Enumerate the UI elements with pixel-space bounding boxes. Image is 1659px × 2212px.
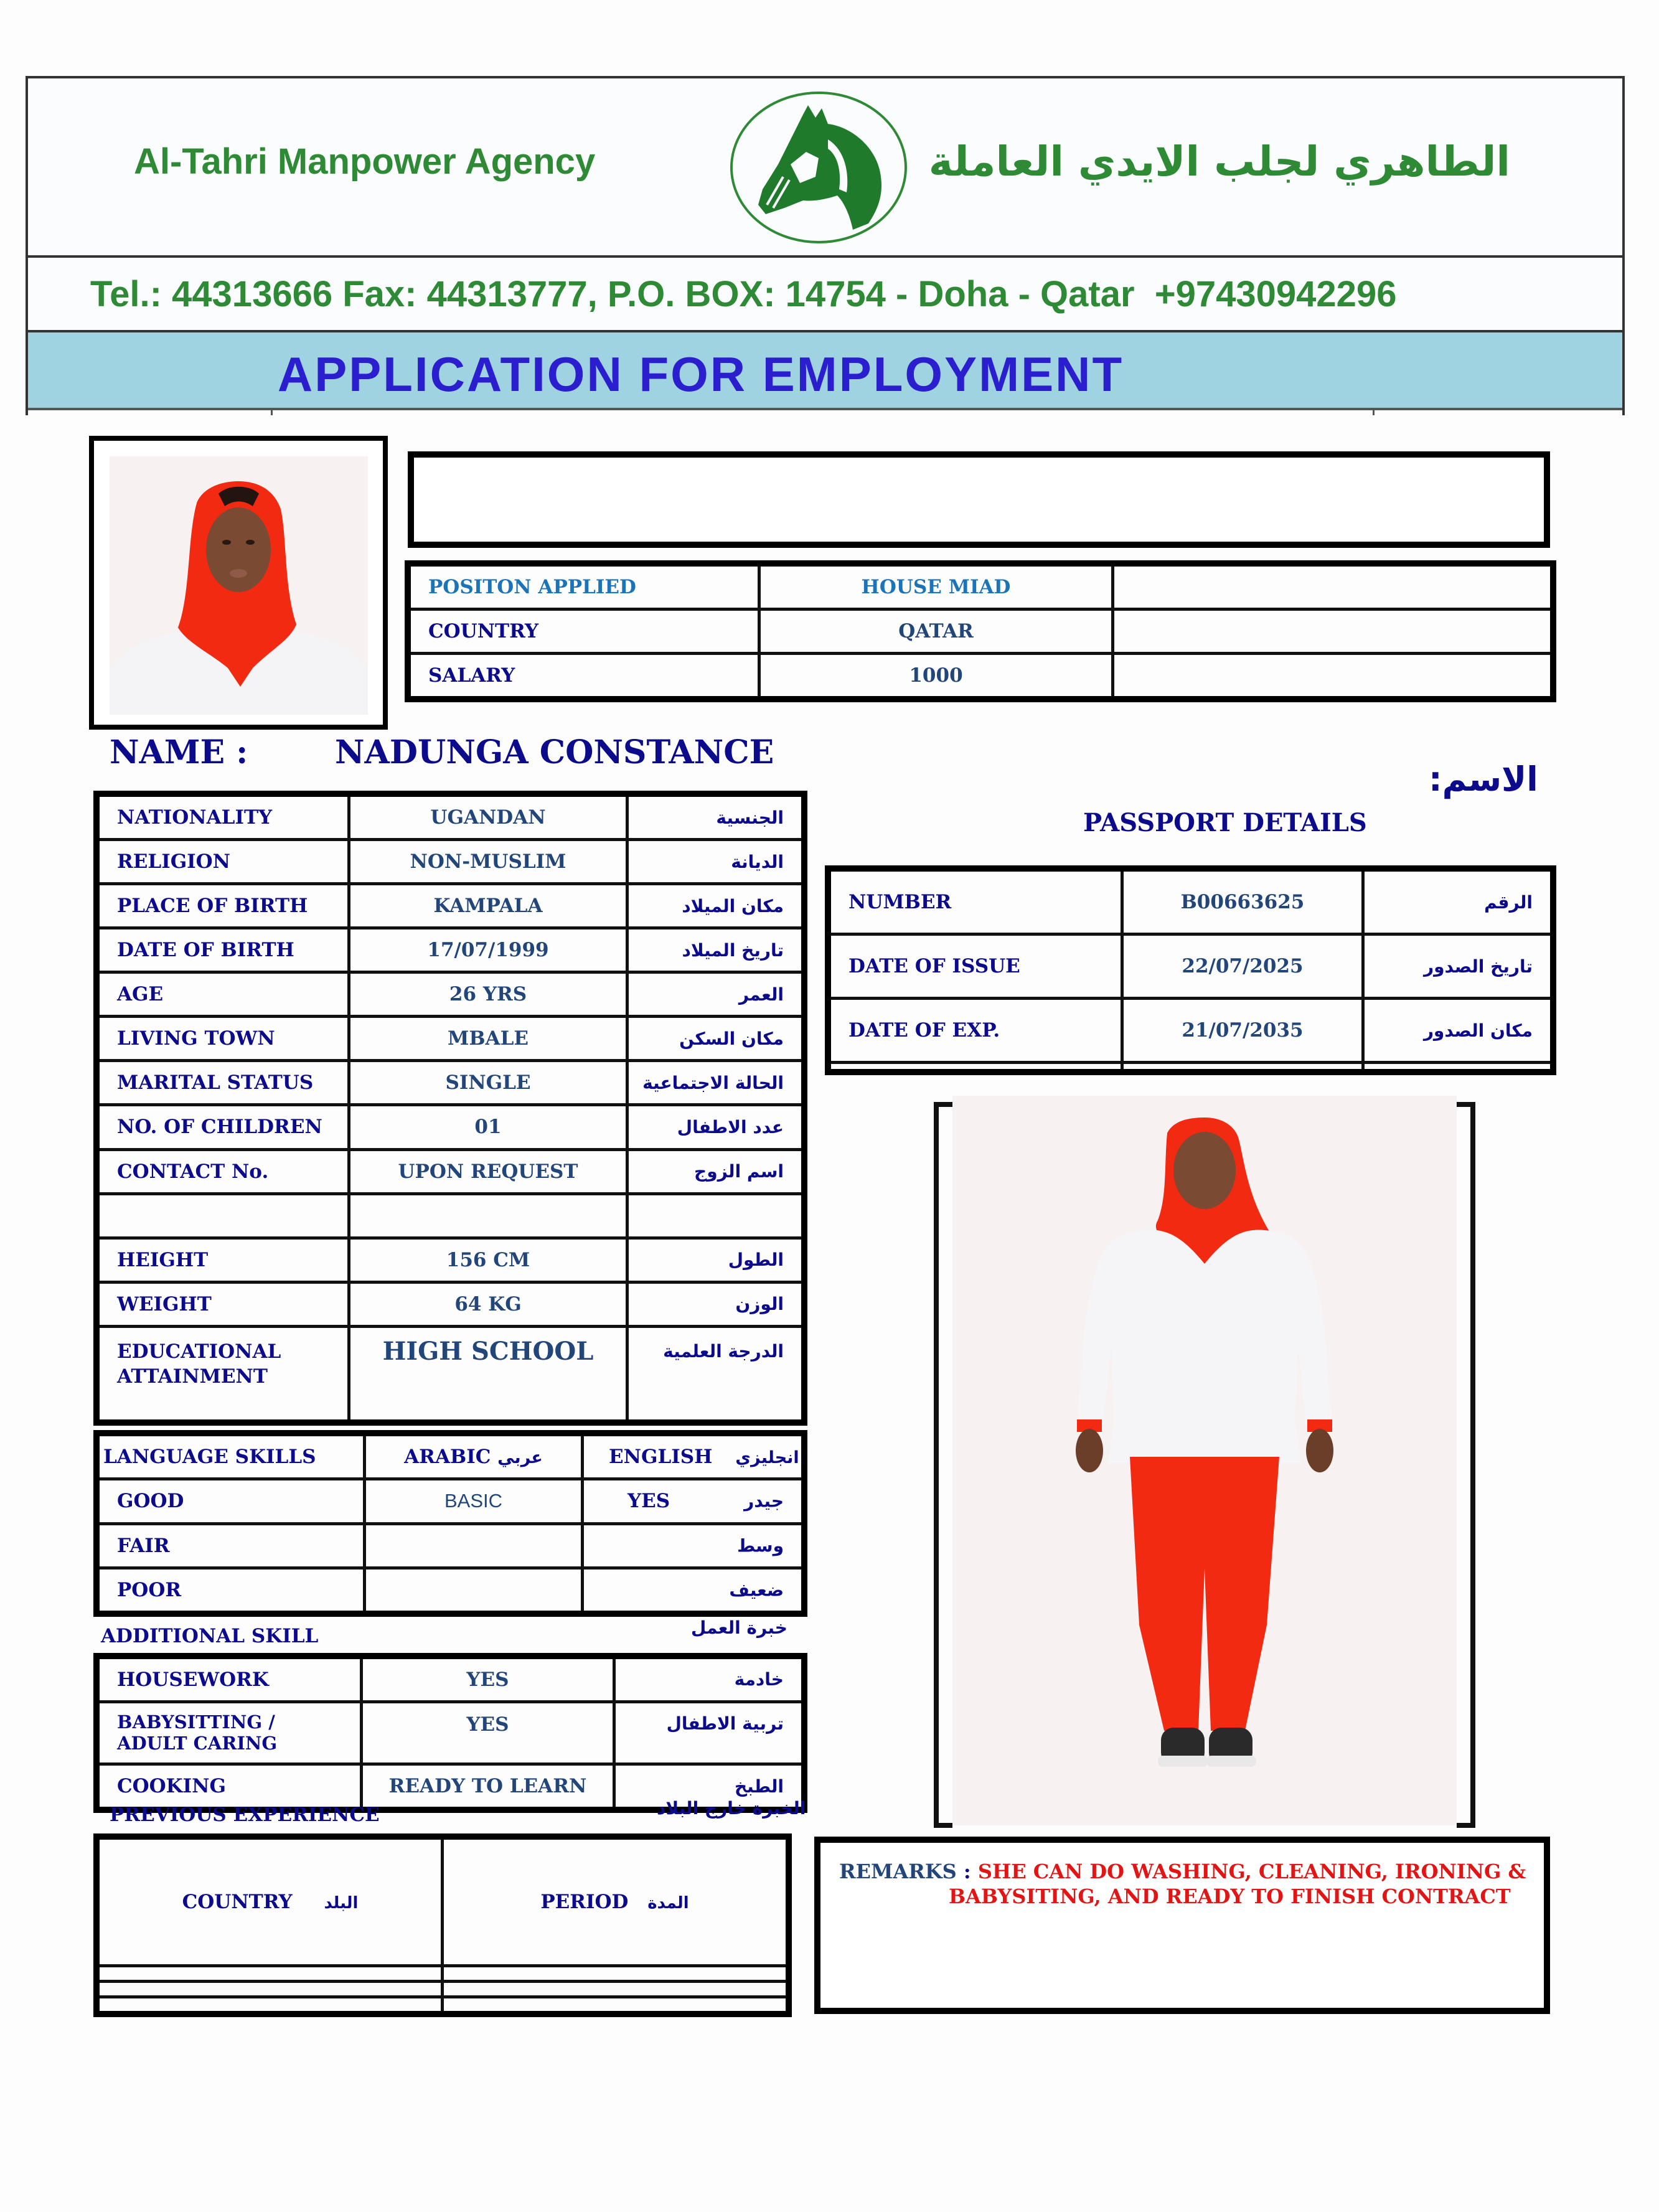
portrait-photo [110, 456, 368, 715]
table-row [98, 1479, 803, 1523]
portrait-photo-frame [89, 436, 388, 730]
passport-field-label-ar [1363, 1063, 1552, 1071]
personal-field-label: LIVING TOWN [98, 1017, 349, 1061]
table-row [830, 999, 1552, 1063]
table-row [830, 934, 1552, 999]
full-body-photo [952, 1096, 1457, 1825]
personal-field-label: CONTACT No. [98, 1149, 349, 1193]
passport-field-label: NUMBER [830, 870, 1122, 934]
personal-field-label-ar: تاريخ الميلاد [627, 928, 803, 972]
full-body-photo-frame [934, 1102, 1475, 1825]
skill-label-ar: الطبخ [614, 1764, 803, 1809]
passport-field-label: DATE OF ISSUE [830, 934, 1122, 999]
personal-field-label: EDUCATIONAL ATTAINMENT [98, 1326, 349, 1421]
applicant-name: NADUNGA CONSTANCE [335, 733, 774, 771]
table-row [98, 1105, 803, 1149]
right-bracket [1457, 1102, 1475, 1828]
table-row [98, 972, 803, 1017]
salary-label: SALARY [410, 654, 759, 698]
name-label-ar: الاسم: [1429, 760, 1538, 799]
personal-field-label: NO. OF CHILDREN [98, 1105, 349, 1149]
experience-country-cell [98, 1966, 443, 1982]
personal-field-label-ar: مكان السكن [627, 1017, 803, 1061]
english-level-cell [583, 1568, 803, 1612]
personal-field-label-ar: مكان الميلاد [627, 884, 803, 928]
personal-field-value: MBALE [349, 1017, 627, 1061]
personal-field-label: WEIGHT [98, 1282, 349, 1326]
blank-info-box [408, 451, 1550, 548]
table-row [98, 1658, 803, 1702]
remarks-line-2 [839, 1884, 1526, 1909]
personal-field-value: 64 KG [349, 1282, 627, 1326]
table-header-row [98, 1838, 787, 1966]
additional-skill-label: ADDITIONAL SKILL [101, 1625, 319, 1647]
table-row [98, 1982, 787, 1997]
personal-field-value: HIGH SCHOOL [349, 1326, 627, 1421]
divider [271, 408, 273, 415]
period-header-en: PERIOD [540, 1891, 629, 1913]
personal-field-label: AGE [98, 972, 349, 1017]
period-header-ar: المدة [647, 1894, 689, 1913]
remarks-box [814, 1837, 1550, 2014]
remarks-text-line-2: BABYSITING, AND READY TO FINISH CONTRACT [949, 1885, 1511, 1908]
letterhead-top [28, 78, 1622, 258]
passport-table [828, 868, 1553, 1072]
personal-details-table [96, 794, 804, 1423]
personal-field-label: PLACE OF BIRTH [98, 884, 349, 928]
personal-field-label-ar: العمر [627, 972, 803, 1017]
table-row [98, 1326, 803, 1421]
passport-field-value: 21/07/2035 [1122, 999, 1363, 1063]
table-row [98, 1701, 803, 1764]
table-row [98, 1149, 803, 1193]
personal-field-value: KAMPALA [349, 884, 627, 928]
salary-value: 1000 [759, 654, 1113, 698]
country-column-header [98, 1838, 443, 1966]
personal-field-label-ar: الطول [627, 1238, 803, 1282]
personal-field-label-ar: عدد الاطفال [627, 1105, 803, 1149]
english-column-header [583, 1435, 803, 1479]
passport-field-label-ar: تاريخ الصدور [1363, 934, 1552, 999]
page-title: APPLICATION FOR EMPLOYMENT [277, 347, 1124, 402]
position-table [408, 563, 1553, 699]
name-label: NAME : [110, 733, 248, 771]
divider [1373, 408, 1375, 415]
personal-field-label: MARITAL STATUS [98, 1061, 349, 1105]
letterhead [26, 76, 1625, 408]
skill-value: YES [362, 1658, 614, 1702]
experience-country-cell [98, 1997, 443, 2013]
english-header-en: ENGLISH [609, 1446, 713, 1469]
language-level-label: FAIR [98, 1523, 365, 1568]
country-label: COUNTRY [410, 609, 759, 654]
country-header-ar: البلد [324, 1894, 359, 1913]
personal-field-value: 156 CM [349, 1238, 627, 1282]
period-column-header [443, 1838, 787, 1966]
table-row [98, 884, 803, 928]
remarks-separator: : [963, 1860, 971, 1883]
language-level-label-ar: جيدر [744, 1490, 784, 1512]
personal-field-label-ar [627, 1193, 803, 1238]
position-applied-value: HOUSE MIAD [759, 565, 1113, 609]
arabic-column-header [365, 1435, 583, 1479]
salary-extra-cell [1113, 654, 1552, 698]
passport-details-title: PASSPORT DETAILS [1083, 808, 1367, 837]
table-row [98, 840, 803, 884]
language-skills-table [96, 1433, 804, 1614]
previous-experience-label: PREVIOUS EXPERIENCE [110, 1804, 380, 1826]
skill-label: BABYSITTING / ADULT CARING [98, 1701, 362, 1764]
arabic-header-en: ARABIC [404, 1446, 491, 1469]
passport-field-value [1122, 1063, 1363, 1071]
remarks-text-line-1: SHE CAN DO WASHING, CLEANING, IRONING & [977, 1860, 1526, 1883]
additional-skills-table [96, 1656, 804, 1810]
english-level-value: YES [627, 1490, 670, 1513]
table-row [410, 565, 1552, 609]
country-extra-cell [1113, 609, 1552, 654]
arabic-level-value [365, 1568, 583, 1612]
personal-field-value: 26 YRS [349, 972, 627, 1017]
table-row [410, 654, 1552, 698]
table-row [98, 1238, 803, 1282]
horse-head-logo-icon [728, 90, 909, 245]
remarks-line-1 [839, 1859, 1526, 1884]
previous-experience-table [96, 1837, 789, 2014]
arabic-level-value: BASIC [365, 1479, 583, 1523]
table-header-row [98, 1435, 803, 1479]
english-header-ar: انجليزي [735, 1448, 799, 1468]
personal-field-label [98, 1193, 349, 1238]
person-full-body-icon [952, 1096, 1457, 1825]
experience-period-cell [443, 1966, 787, 1982]
table-row [830, 1063, 1552, 1071]
experience-period-cell [443, 1982, 787, 1997]
skill-label-ar: خادمة [614, 1658, 803, 1702]
table-row [98, 1966, 787, 1982]
contact-line: Tel.: 44313666 Fax: 44313777, P.O. BOX: 14754 - Doha - Qatar +97430942296 [90, 274, 1397, 314]
table-row [98, 1193, 803, 1238]
personal-field-label-ar: اسم الزوج [627, 1149, 803, 1193]
personal-field-label-ar: الجنسية [627, 796, 803, 840]
arabic-header-ar: عربي [497, 1448, 543, 1468]
personal-field-label-ar: الوزن [627, 1282, 803, 1326]
title-bar [28, 332, 1622, 410]
table-row [830, 870, 1552, 934]
experience-period-cell [443, 1997, 787, 2013]
table-row [98, 1061, 803, 1105]
skill-value: READY TO LEARN [362, 1764, 614, 1809]
additional-skill-label-ar: خبرة العمل [691, 1617, 787, 1638]
agency-name-ar: الطاهري لجلب الايدي العاملة [928, 138, 1510, 186]
agency-name-en: Al-Tahri Manpower Agency [134, 141, 596, 182]
table-row [98, 928, 803, 972]
personal-field-value: SINGLE [349, 1061, 627, 1105]
table-row [98, 1523, 803, 1568]
table-row [98, 1282, 803, 1326]
person-portrait-icon [110, 456, 368, 715]
country-header-en: COUNTRY [182, 1891, 293, 1913]
table-row [410, 609, 1552, 654]
language-skills-header: LANGUAGE SKILLS [98, 1435, 365, 1479]
passport-field-label-ar: الرقم [1363, 870, 1552, 934]
passport-field-label [830, 1063, 1122, 1071]
skill-label: HOUSEWORK [98, 1658, 362, 1702]
skill-label-ar: تربية الاطفال [614, 1701, 803, 1764]
experience-country-cell [98, 1982, 443, 1997]
personal-field-value: UPON REQUEST [349, 1149, 627, 1193]
skill-value: YES [362, 1701, 614, 1764]
personal-field-label: DATE OF BIRTH [98, 928, 349, 972]
personal-field-label-ar: الدرجة العلمية [627, 1326, 803, 1421]
country-value: QATAR [759, 609, 1113, 654]
personal-field-label: NATIONALITY [98, 796, 349, 840]
language-level-label: GOOD [98, 1479, 365, 1523]
personal-field-value: NON-MUSLIM [349, 840, 627, 884]
contact-row [28, 258, 1622, 332]
language-level-label: POOR [98, 1568, 365, 1612]
table-row [98, 1568, 803, 1612]
personal-field-value: 17/07/1999 [349, 928, 627, 972]
personal-field-value: UGANDAN [349, 796, 627, 840]
personal-field-label-ar: الحالة الاجتماعية [627, 1061, 803, 1105]
previous-experience-label-ar: الخبرة خارج البلاد [657, 1798, 806, 1819]
passport-field-value: 22/07/2025 [1122, 934, 1363, 999]
remarks-content [839, 1859, 1526, 1909]
position-applied-label: POSITON APPLIED [410, 565, 759, 609]
table-row [98, 796, 803, 840]
table-row [98, 1017, 803, 1061]
passport-field-value: B00663625 [1122, 870, 1363, 934]
personal-field-value: 01 [349, 1105, 627, 1149]
english-level-cell [583, 1523, 803, 1568]
passport-field-label-ar: مكان الصدور [1363, 999, 1552, 1063]
table-row [98, 1997, 787, 2013]
language-level-label-ar: ضعيف [729, 1579, 784, 1601]
language-level-label-ar: وسط [737, 1535, 784, 1556]
personal-field-value [349, 1193, 627, 1238]
left-bracket [934, 1102, 952, 1828]
cropped-row [26, 408, 1625, 415]
position-extra-cell [1113, 565, 1552, 609]
personal-field-label-ar: الديانة [627, 840, 803, 884]
remarks-label: REMARKS [839, 1860, 957, 1883]
passport-field-label: DATE OF EXP. [830, 999, 1122, 1063]
personal-field-label: HEIGHT [98, 1238, 349, 1282]
personal-field-label: RELIGION [98, 840, 349, 884]
english-level-cell [583, 1479, 803, 1523]
arabic-level-value [365, 1523, 583, 1568]
skill-label: COOKING [98, 1764, 362, 1809]
